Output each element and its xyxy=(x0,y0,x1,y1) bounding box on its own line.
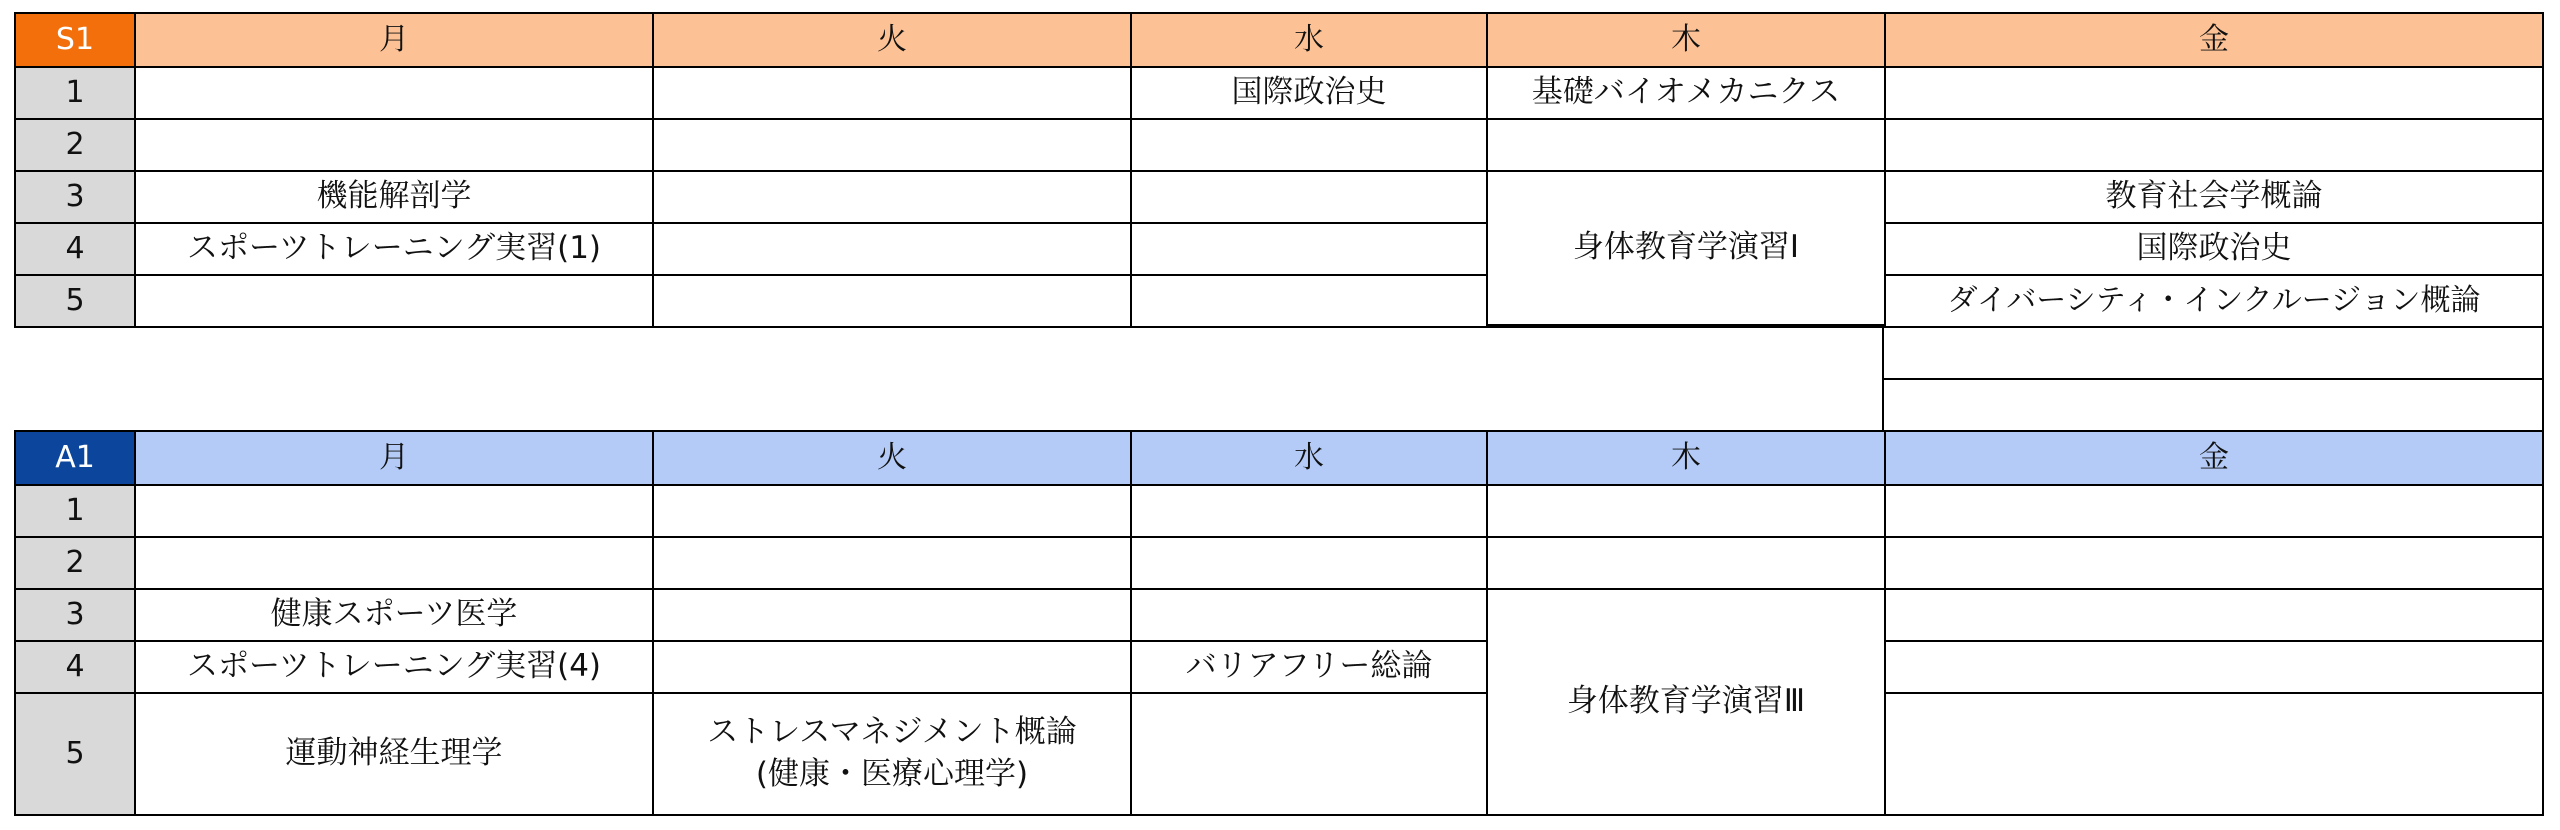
a1-period-5: 5 xyxy=(16,694,136,814)
a1-header-wed: 水 xyxy=(1132,432,1488,486)
a1-cell-mon-2 xyxy=(136,538,654,590)
s1-cell-thu-345: 身体教育学演習Ⅰ xyxy=(1488,172,1886,326)
a1-cell-thu-345: 身体教育学演習Ⅲ xyxy=(1488,590,1886,814)
s1-period-4: 4 xyxy=(16,224,136,276)
s1-timetable xyxy=(14,12,2544,328)
a1-cell-wed-5 xyxy=(1132,694,1488,814)
s1-header-thu: 木 xyxy=(1488,14,1886,68)
s1-cell-fri-3: 教育社会学概論 xyxy=(1886,172,2542,224)
s1-cell-mon-2 xyxy=(136,120,654,172)
a1-cell-mon-5: 運動神経生理学 xyxy=(136,694,654,814)
s1-cell-wed-5 xyxy=(1132,276,1488,326)
a1-header-fri: 金 xyxy=(1886,432,2542,486)
a1-cell-thu-2 xyxy=(1488,538,1886,590)
a1-cell-mon-4: スポーツトレーニング実習(4) xyxy=(136,642,654,694)
s1-period-3: 3 xyxy=(16,172,136,224)
s1-period-5: 5 xyxy=(16,276,136,326)
a1-cell-wed-3 xyxy=(1132,590,1488,642)
s1-cell-wed-1: 国際政治史 xyxy=(1132,68,1488,120)
a1-cell-tue-1 xyxy=(654,486,1132,538)
s1-cell-wed-4 xyxy=(1132,224,1488,276)
a1-period-1: 1 xyxy=(16,486,136,538)
s1-cell-tue-2 xyxy=(654,120,1132,172)
a1-period-3: 3 xyxy=(16,590,136,642)
s1-cell-thu-2 xyxy=(1488,120,1886,172)
s1-cell-thu-1: 基礎バイオメカニクス xyxy=(1488,68,1886,120)
s1-cell-tue-4 xyxy=(654,224,1132,276)
fri-extra-row-2 xyxy=(1882,380,2544,432)
a1-cell-wed-4: バリアフリー総論 xyxy=(1132,642,1488,694)
a1-timetable xyxy=(14,430,2544,816)
a1-header-thu: 木 xyxy=(1488,432,1886,486)
s1-cell-mon-3: 機能解剖学 xyxy=(136,172,654,224)
s1-cell-mon-5 xyxy=(136,276,654,326)
a1-cell-tue-4 xyxy=(654,642,1132,694)
a1-cell-mon-1 xyxy=(136,486,654,538)
a1-header-mon: 月 xyxy=(136,432,654,486)
a1-term-label: A1 xyxy=(16,432,136,486)
s1-header-wed: 水 xyxy=(1132,14,1488,68)
s1-cell-wed-2 xyxy=(1132,120,1488,172)
a1-cell-tue-5 xyxy=(654,694,1132,814)
a1-cell-tue-3 xyxy=(654,590,1132,642)
a1-cell-fri-3 xyxy=(1886,590,2542,642)
s1-cell-wed-3 xyxy=(1132,172,1488,224)
a1-cell-fri-4 xyxy=(1886,642,2542,694)
s1-header-mon: 月 xyxy=(136,14,654,68)
a1-cell-wed-1 xyxy=(1132,486,1488,538)
a1-cell-fri-1 xyxy=(1886,486,2542,538)
s1-cell-mon-4: スポーツトレーニング実習(1) xyxy=(136,224,654,276)
a1-cell-thu-1 xyxy=(1488,486,1886,538)
a1-period-4: 4 xyxy=(16,642,136,694)
s1-cell-tue-1 xyxy=(654,68,1132,120)
s1-cell-tue-3 xyxy=(654,172,1132,224)
s1-period-2: 2 xyxy=(16,120,136,172)
a1-cell-wed-2 xyxy=(1132,538,1488,590)
s1-cell-fri-5: ダイバーシティ・インクルージョン概論 xyxy=(1947,282,2481,318)
fri-extra-row-1 xyxy=(1882,328,2544,380)
a1-cell-fri-2 xyxy=(1886,538,2542,590)
a1-header-tue: 火 xyxy=(654,432,1132,486)
a1-period-2: 2 xyxy=(16,538,136,590)
a1-cell-fri-5 xyxy=(1886,694,2542,814)
a1-cell-tue-5-line2: (健康・医療心理学) xyxy=(755,756,1029,792)
s1-header-fri: 金 xyxy=(1886,14,2542,68)
s1-cell-tue-5 xyxy=(654,276,1132,326)
a1-cell-tue-2 xyxy=(654,538,1132,590)
s1-term-label: S1 xyxy=(16,14,136,68)
s1-cell-fri-1 xyxy=(1886,68,2542,120)
s1-cell-fri-4: 国際政治史 xyxy=(1886,224,2542,276)
s1-header-tue: 火 xyxy=(654,14,1132,68)
s1-cell-fri-2 xyxy=(1886,120,2542,172)
a1-cell-mon-3: 健康スポーツ医学 xyxy=(136,590,654,642)
s1-cell-mon-1 xyxy=(136,68,654,120)
s1-period-1: 1 xyxy=(16,68,136,120)
a1-cell-tue-5-line1: ストレスマネジメント概論 xyxy=(707,714,1077,751)
